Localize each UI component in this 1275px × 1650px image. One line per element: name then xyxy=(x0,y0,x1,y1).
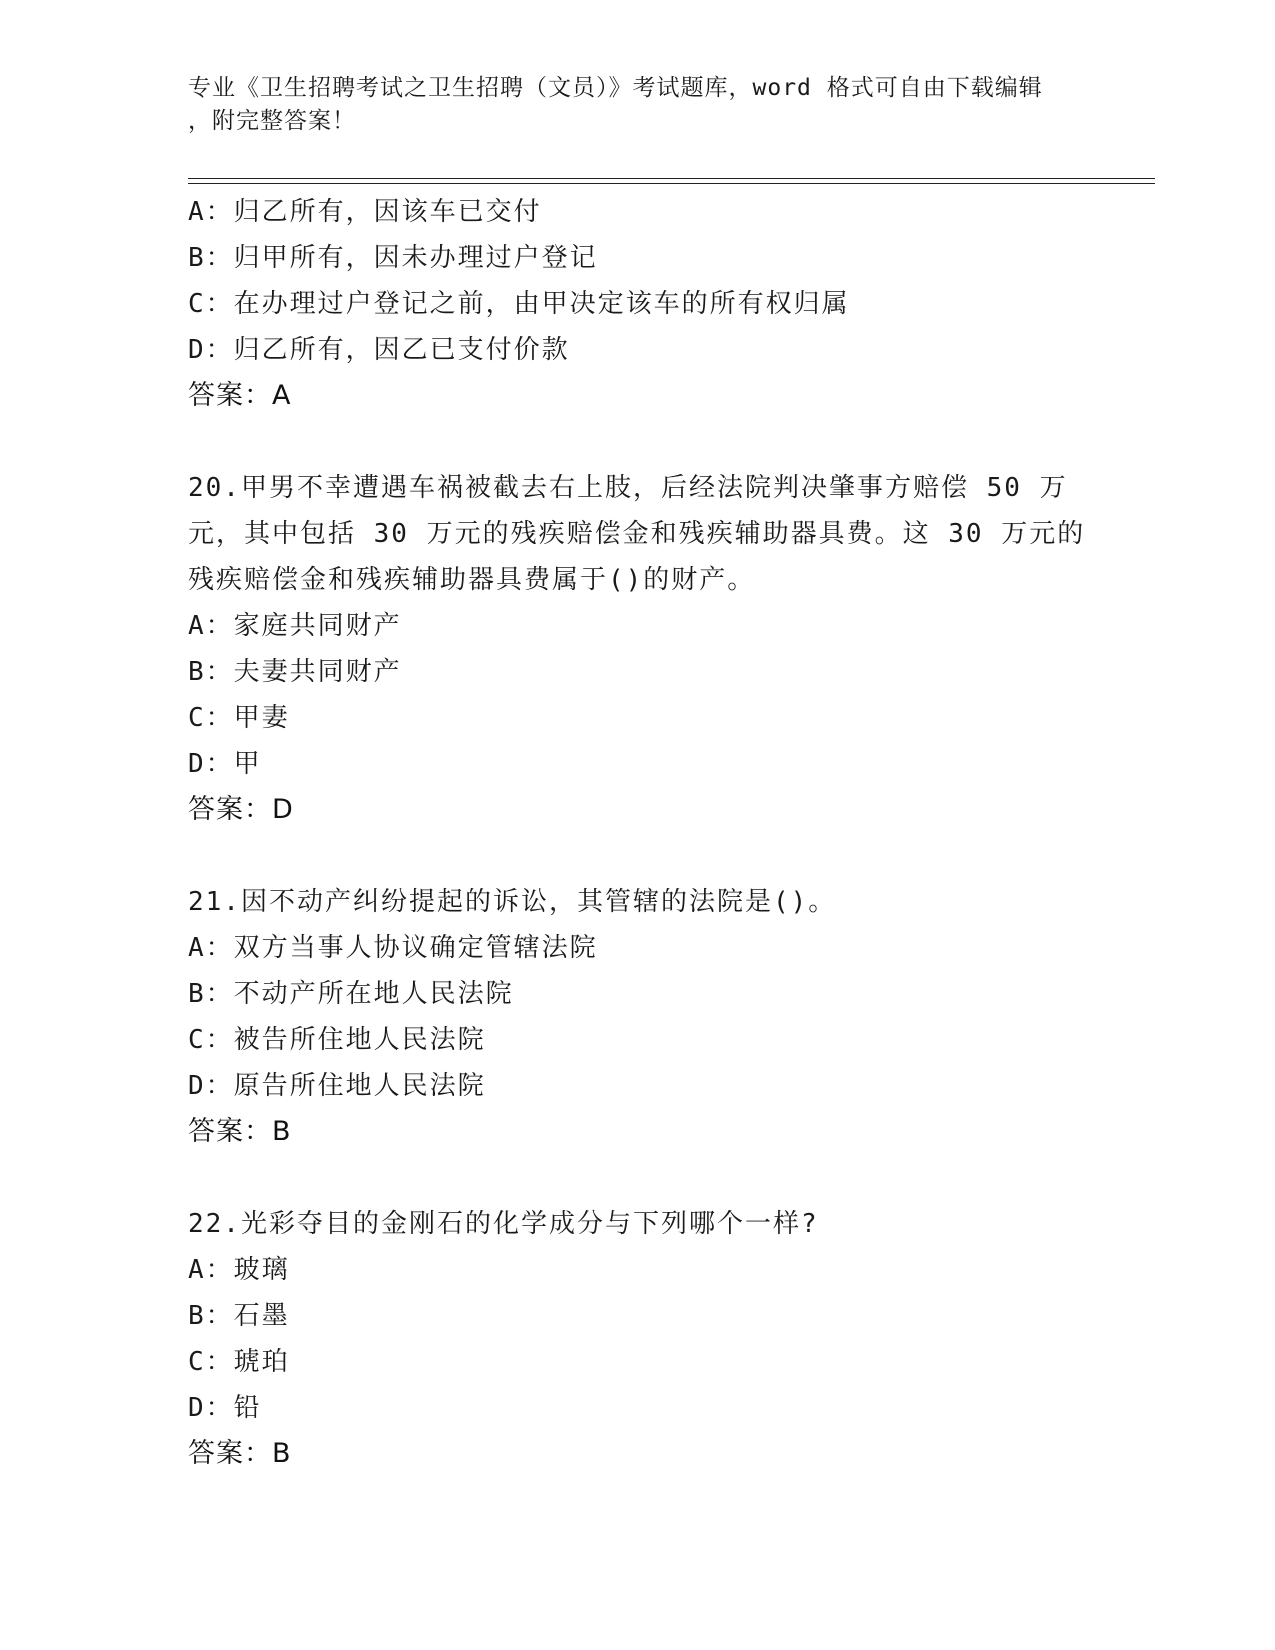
question-block xyxy=(188,189,1088,419)
option-c: C：在办理过户登记之前，由甲决定该车的所有权归属 xyxy=(188,289,850,319)
option-b: B：石墨 xyxy=(188,1301,290,1331)
header-line-1: 专业《卫生招聘考试之卫生招聘（文员）》考试题库，word 格式可自由下载编辑 xyxy=(188,75,1043,101)
option-c: C：甲妻 xyxy=(188,703,290,733)
question-stem-line: 残疾赔偿金和残疾辅助器具费属于()的财产。 xyxy=(188,565,756,595)
option-c: C：被告所住地人民法院 xyxy=(188,1025,486,1055)
question-block xyxy=(188,1201,1088,1477)
option-c: C：琥珀 xyxy=(188,1347,290,1377)
spacer xyxy=(188,419,1088,465)
question-block xyxy=(188,465,1088,833)
answer-line: 答案：B xyxy=(188,1116,292,1147)
option-b: B：夫妻共同财产 xyxy=(188,657,402,687)
option-a: A：玻璃 xyxy=(188,1255,290,1285)
question-block xyxy=(188,879,1088,1155)
header-line-2: ，附完整答案！ xyxy=(188,108,356,134)
spacer xyxy=(188,833,1088,879)
answer-line: 答案：B xyxy=(188,1438,292,1469)
question-stem-line: 21.因不动产纠纷提起的诉讼，其管辖的法院是()。 xyxy=(188,887,837,917)
option-d: D：甲 xyxy=(188,749,262,779)
option-d: D：铅 xyxy=(188,1393,262,1423)
option-b: B：归甲所有，因未办理过户登记 xyxy=(188,243,598,273)
option-b: B：不动产所在地人民法院 xyxy=(188,979,514,1009)
question-stem-line: 20.甲男不幸遭遇车祸被截去右上肢，后经法院判决肇事方赔偿 50 万 xyxy=(188,473,1068,503)
answer-line: 答案：A xyxy=(188,380,292,411)
option-a: A：家庭共同财产 xyxy=(188,611,402,641)
question-stem-line: 22.光彩夺目的金刚石的化学成分与下列哪个一样? xyxy=(188,1209,819,1239)
option-d: D：归乙所有，因乙已支付价款 xyxy=(188,335,570,365)
question-stem-line: 元，其中包括 30 万元的残疾赔偿金和残疾辅助器具费。这 30 万元的 xyxy=(188,519,1086,549)
spacer xyxy=(188,1155,1088,1201)
option-a: A：归乙所有，因该车已交付 xyxy=(188,197,542,227)
answer-line: 答案：D xyxy=(188,794,294,825)
header-divider-top xyxy=(188,178,1155,179)
question-list xyxy=(188,189,1088,1477)
document-header xyxy=(188,72,1088,138)
header-divider-bottom xyxy=(188,183,1155,184)
option-a: A：双方当事人协议确定管辖法院 xyxy=(188,933,598,963)
option-d: D：原告所住地人民法院 xyxy=(188,1071,486,1101)
